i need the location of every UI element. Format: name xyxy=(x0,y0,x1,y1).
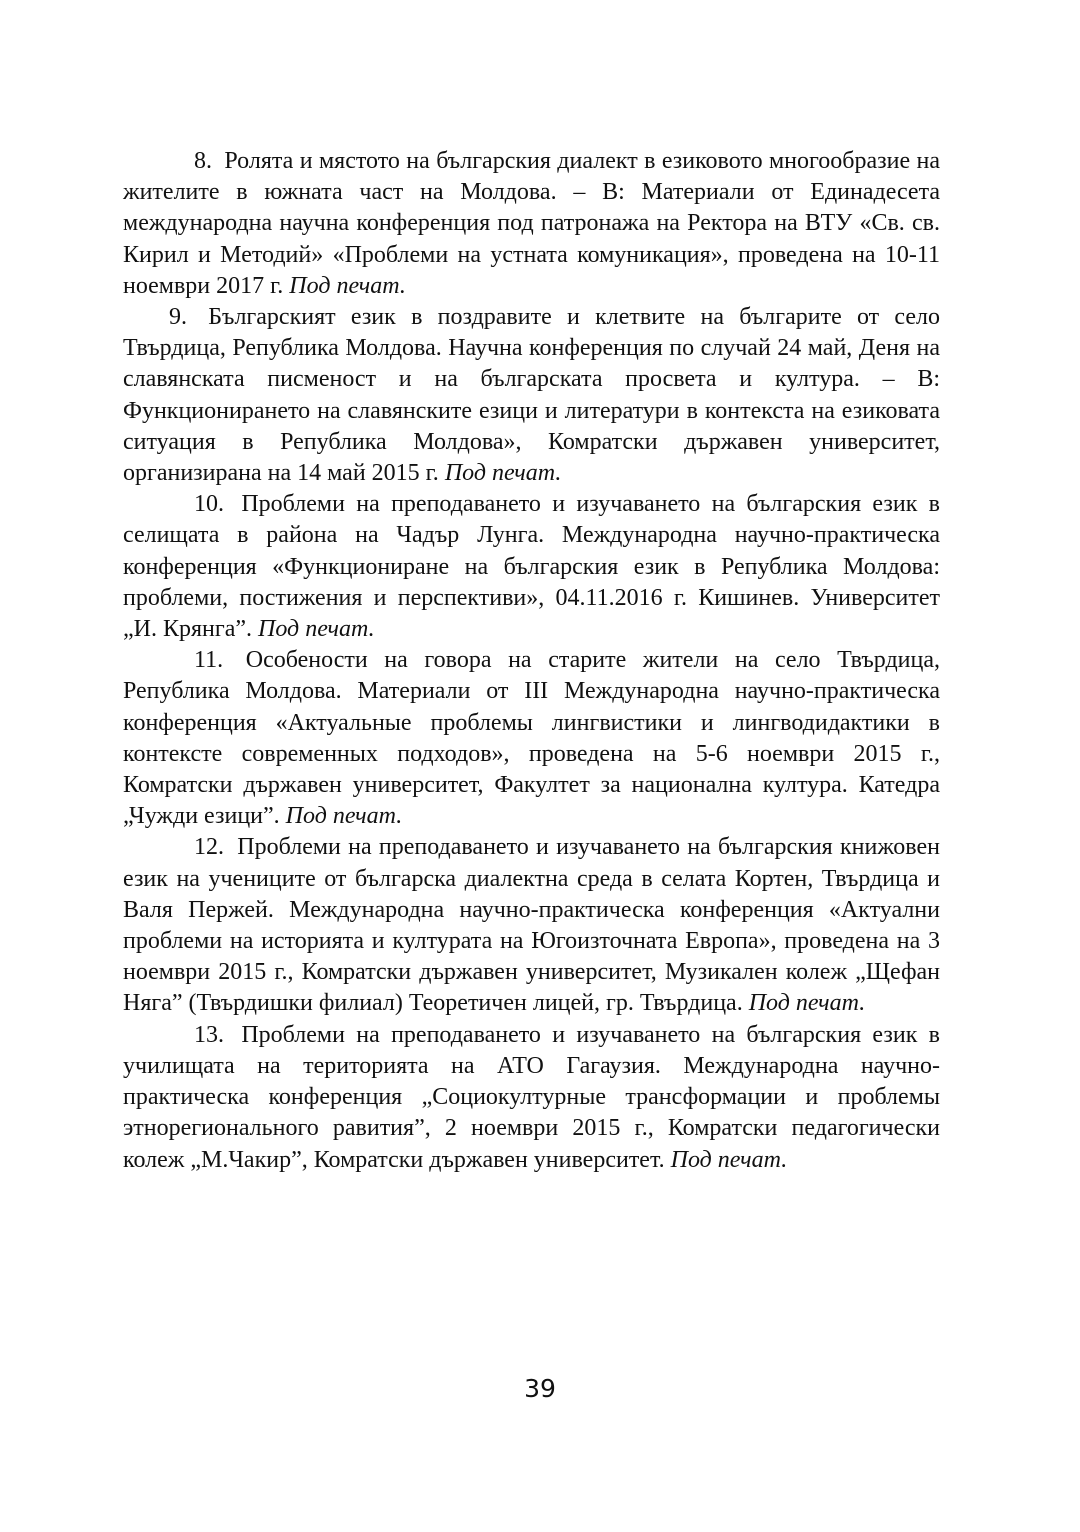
entry-text: Проблеми на преподаването и изучаването на българския език в селищата в района на Чадър Лунга. Международна научно-практическа конференция «Функциониране на българския език в Република Молдова: проблеми, постижения и перспективи», 04.11.2016 г. Кишинев. Университет „И. Крянга”. xyxy=(123,491,941,643)
entry-status-note: Под печат. xyxy=(748,990,866,1017)
publication-entry-9 xyxy=(123,302,940,489)
entry-number: 8. xyxy=(194,148,212,174)
entry-status-note: Под печат. xyxy=(258,616,375,643)
publication-entry-13 xyxy=(123,1020,940,1176)
entry-number: 12. xyxy=(194,834,224,861)
publication-entry-11 xyxy=(123,645,940,832)
entry-text: Проблеми на преподаването и изучаването на българския език в училищата на територията на АТО Гагаузия. Международна научно-практическа конференция „Социокултурные трансформации и проблемы этнорегионального равития”, 2 ноември 2015 г., Комратски педагогически колеж „М.Чакир”, Комратски държавен университет. xyxy=(123,1021,941,1173)
entry-status-note: Под печат. xyxy=(444,460,562,487)
entry-number: 11. xyxy=(194,647,224,674)
page-number: 39 xyxy=(524,1374,556,1403)
entry-status-note: Под печат. xyxy=(285,803,403,830)
entry-number: 10. xyxy=(194,491,224,518)
publication-list xyxy=(123,146,940,1176)
publication-entry-12 xyxy=(123,832,940,1019)
entry-status-note: Под печат. xyxy=(289,272,406,299)
entry-number: 9. xyxy=(169,304,187,331)
entry-text: Българският език в поздравите и клетвите на българите от село Твърдица, Република Молдова. Научна конференция по случай 24 май, Деня на славянската писменост и на българската просвета и култура. – В: Функционирането на славянските езици и литератури в контекста на езиковата ситуация в Република Молдова», Комратски държавен университет, организирана на 14 май 2015 г. xyxy=(123,304,940,487)
publication-entry-10 xyxy=(123,489,940,645)
entry-text: Проблеми на преподаването и изучаването на българския книжовен език на учениците от българска диалектна среда в селата Кортен, Твърдица и Валя Пержей. Международна научно-практическа конференция «Актуални проблеми на историята и културата на Югоизточната Европа», проведена на 3 ноември 2015 г., Комратски държавен университет, Музикален колеж „Щефан Няга” (Твърдишки филиал) Теоретичен лицей, гр. Твърдица. xyxy=(123,834,940,1017)
publication-entry-8 xyxy=(123,146,940,302)
entry-number: 13. xyxy=(194,1021,224,1048)
entry-text: Ролята и мястото на българския диалект в езиковото многообразие на жителите в южната част на Молдова. – В: Материали от Единадесета международна научна конференция под патронажа на Ректора на ВТУ «Св. св. Кирил и Методий» «Проблеми на устната комуникация», проведена на 10-11 ноември 2017 г. xyxy=(123,148,940,299)
entry-status-note: Под печат. xyxy=(670,1146,788,1173)
entry-text: Особености на говора на старите жители на село Твърдица, Република Молдова. Материали от III Международна научно-практическа конференция «Актуальные проблемы лингвистики и лингводидактики в контексте современных подходов», проведена на 5-6 ноември 2015 г., Комратски държавен университет, Факултет за национална култура. Катедра „Чужди езици”. xyxy=(123,647,941,830)
